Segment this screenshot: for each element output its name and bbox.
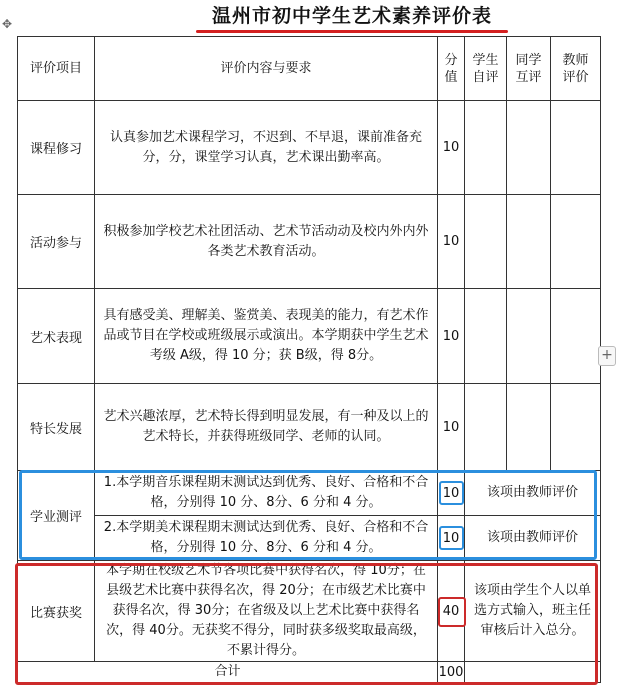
header-peer-eval: 同学 互评 xyxy=(507,37,551,101)
row-content-course: 认真参加艺术课程学习，不迟到、不早退，课前准备充分，分，课堂学习认真，艺术课出勤率高。 xyxy=(95,101,438,195)
row-item-specialty: 特长发展 xyxy=(18,384,95,471)
self-eval-cell[interactable] xyxy=(465,384,507,471)
title-red-underline xyxy=(196,30,508,33)
teacher-eval-cell[interactable] xyxy=(551,195,601,289)
row-score-art: 10 xyxy=(438,516,465,561)
total-score: 100 xyxy=(438,662,465,683)
header-teacher-eval: 教师 评价 xyxy=(551,37,601,101)
row-item-course: 课程修习 xyxy=(18,101,95,195)
row-content-performance: 具有感受美、理解美、鉴赏美、表现美的能力，有艺术作品或节目在学校或班级展示或演出。本学期获中学生艺术考级 A级，得 10 分；获 B级，得 8分。 xyxy=(95,289,438,384)
teacher-eval-cell[interactable] xyxy=(551,101,601,195)
header-row xyxy=(18,37,601,101)
peer-eval-cell[interactable] xyxy=(507,195,551,289)
table-row xyxy=(18,516,601,561)
competition-note: 该项由学生个人以单选方式输入，班主任审核后计入总分。 xyxy=(465,561,601,662)
row-score-music: 10 xyxy=(438,471,465,516)
header-content: 评价内容与要求 xyxy=(95,37,438,101)
row-item-activity: 活动参与 xyxy=(18,195,95,289)
self-eval-cell[interactable] xyxy=(465,195,507,289)
row-item-academic: 学业测评 xyxy=(18,471,95,561)
peer-eval-cell[interactable] xyxy=(507,384,551,471)
teacher-eval-cell[interactable] xyxy=(551,289,601,384)
evaluation-table xyxy=(17,36,601,683)
header-score: 分 值 xyxy=(438,37,465,101)
total-row xyxy=(18,662,601,683)
table-row xyxy=(18,561,601,662)
row-score-specialty: 10 xyxy=(438,384,465,471)
row-item-competition: 比赛获奖 xyxy=(18,561,95,662)
row-content-competition: 本学期在校级艺术节各项比赛中获得名次，得 10分；在县级艺术比赛中获得名次，得 20分；在市级艺术比赛中获得名次，得 30分；在省级及以上艺术比赛中获得名次，得 40分。无获奖不得分，同时获多级奖取最高级，不累计得分。 xyxy=(95,561,438,662)
row-content-music: 1.本学期音乐课程期末测试达到优秀、良好、合格和不合格，分别得 10 分、8分、6 分和 4 分。 xyxy=(95,471,438,516)
table-row xyxy=(18,289,601,384)
title-block xyxy=(196,4,508,34)
total-label: 合计 xyxy=(18,662,438,683)
teacher-only-note: 该项由教师评价 xyxy=(465,516,601,561)
header-self-eval: 学生 自评 xyxy=(465,37,507,101)
table-move-handle-icon[interactable]: ✥ xyxy=(1,17,13,31)
self-eval-cell[interactable] xyxy=(465,101,507,195)
teacher-only-note: 该项由教师评价 xyxy=(465,471,601,516)
row-content-specialty: 艺术兴趣浓厚，艺术特长得到明显发展，有一种及以上的艺术特长，并获得班级同学、老师的认同。 xyxy=(95,384,438,471)
total-eval-cell[interactable] xyxy=(465,662,601,683)
table-row xyxy=(18,384,601,471)
header-item: 评价项目 xyxy=(18,37,95,101)
row-score-activity: 10 xyxy=(438,195,465,289)
row-score-course: 10 xyxy=(438,101,465,195)
row-item-performance: 艺术表现 xyxy=(18,289,95,384)
add-column-icon[interactable]: + xyxy=(598,346,616,366)
table-row xyxy=(18,101,601,195)
row-score-performance: 10 xyxy=(438,289,465,384)
page-title: 温州市初中学生艺术素养评价表 xyxy=(211,5,492,27)
self-eval-cell[interactable] xyxy=(465,289,507,384)
row-score-competition: 40 xyxy=(438,561,465,662)
peer-eval-cell[interactable] xyxy=(507,101,551,195)
table-row xyxy=(18,471,601,516)
teacher-eval-cell[interactable] xyxy=(551,384,601,471)
peer-eval-cell[interactable] xyxy=(507,289,551,384)
row-content-art: 2.本学期美术课程期末测试达到优秀、良好、合格和不合格，分别得 10 分、8分、6 分和 4 分。 xyxy=(95,516,438,561)
table-row xyxy=(18,195,601,289)
row-content-activity: 积极参加学校艺术社团活动、艺术节活动动及校内外内外各类艺术教育活动。 xyxy=(95,195,438,289)
